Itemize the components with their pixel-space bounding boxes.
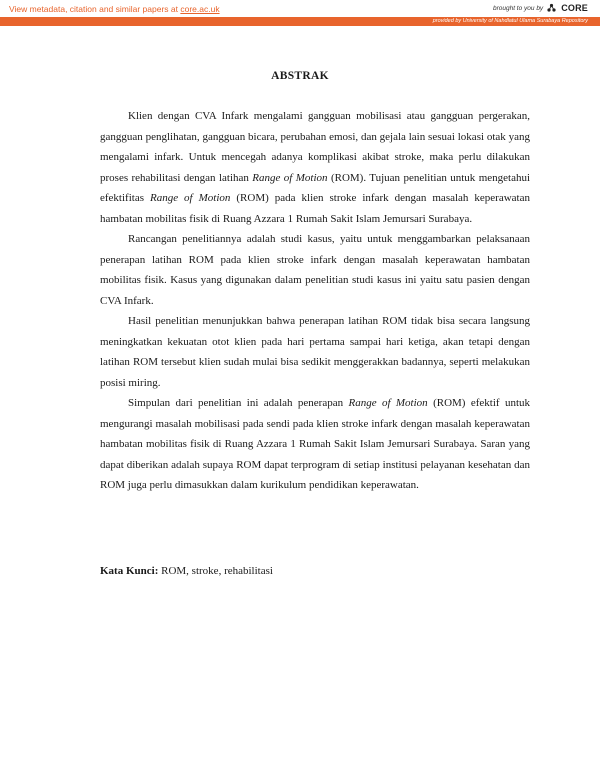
provided-by-text[interactable]: provided by University of Nahdlatul Ulama Surabaya Repository: [432, 18, 588, 24]
provided-by-bar: [0, 17, 600, 26]
p4-run-0: Simpulan dari penelitian ini adalah penerapan: [128, 397, 349, 409]
p4-run-2: (ROM) efektif untuk mengurangi masalah mobilisasi pada sendi pada klien stroke infark dengan masalah keperawatan hambatan mobilitas fisik di Ruang Azzara 1 Rumah Sakit Islam Jemursari Surabaya. Saran yang dapat diberikan adalah supaya ROM dapat terprogram di setiap institusi pelayanan kesehatan dan ROM juga perlu dimasukkan dalam kurikulum pendidikan keperawatan.: [100, 397, 530, 491]
core-link-domain: core.ac.uk: [180, 4, 220, 14]
paragraph-2: [100, 229, 530, 311]
brought-to-you-text: brought to you by: [492, 4, 544, 12]
core-logo-text: CORE: [561, 3, 588, 13]
keywords-label: Kata Kunci:: [100, 565, 159, 577]
p1-run-0: Klien dengan CVA Infark mengalami gangguan mobilisasi atau gangguan pergerakan, gangguan penglihatan, gangguan bicara, perubahan emosi, dan gejala lain sesuai lokasi otak yang mengalami infark. Untuk mencegah adanya komplikasi akibat stroke, maka perlu dilakukan proses rehabilitasi dengan latihan: [100, 110, 530, 184]
keywords-values: ROM, stroke, rehabilitasi: [158, 565, 273, 577]
p4-run-1: Range of Motion: [348, 397, 428, 409]
p2-run-0: Rancangan penelitiannya adalah studi kasus, yaitu untuk menggambarkan pelaksanaan penerapan latihan ROM pada klien stroke infark dengan masalah keperawatan hambatan mobilitas fisik. Kasus yang digunakan dalam penelitian studi kasus ini yaitu satu pasien dengan CVA Infark.: [100, 233, 530, 307]
keywords-line: [100, 562, 530, 580]
paragraph-3: [100, 311, 530, 393]
core-banner: [0, 0, 600, 17]
p1-run-1: Range of Motion: [252, 171, 328, 184]
core-metadata-link[interactable]: [9, 4, 220, 14]
abstract-title: ABSTRAK: [271, 70, 329, 82]
paragraph-4: [100, 393, 530, 496]
core-link-text: View metadata, citation and similar papers at: [9, 4, 181, 14]
p3-run-0: Hasil penelitian menunjukkan bahwa penerapan latihan ROM tidak bisa secara langsung meningkatkan kekuatan otot klien pada hari pertama sampai hari ketiga, akan tetapi dengan latihan ROM tersebut klien sudah mulai bisa sedikit menggerakkan badannya, seperti melakukan posisi miring.: [100, 315, 530, 389]
p1-run-3: Range of Motion: [149, 192, 231, 204]
p1-run-2: (ROM). Tujuan penelitian untuk mengetahui efektifitas: [100, 171, 531, 204]
paragraph-1: [100, 106, 530, 229]
abstract-body: [100, 106, 530, 496]
core-brand[interactable]: [493, 3, 588, 13]
p1-run-4: (ROM) pada klien stroke infark dengan masalah keperawatan hambatan mobilitas fisik di Ruang Azzara 1 Rumah Sakit Islam Jemursari Surabaya.: [100, 192, 530, 225]
core-logo-icon: [546, 3, 558, 13]
